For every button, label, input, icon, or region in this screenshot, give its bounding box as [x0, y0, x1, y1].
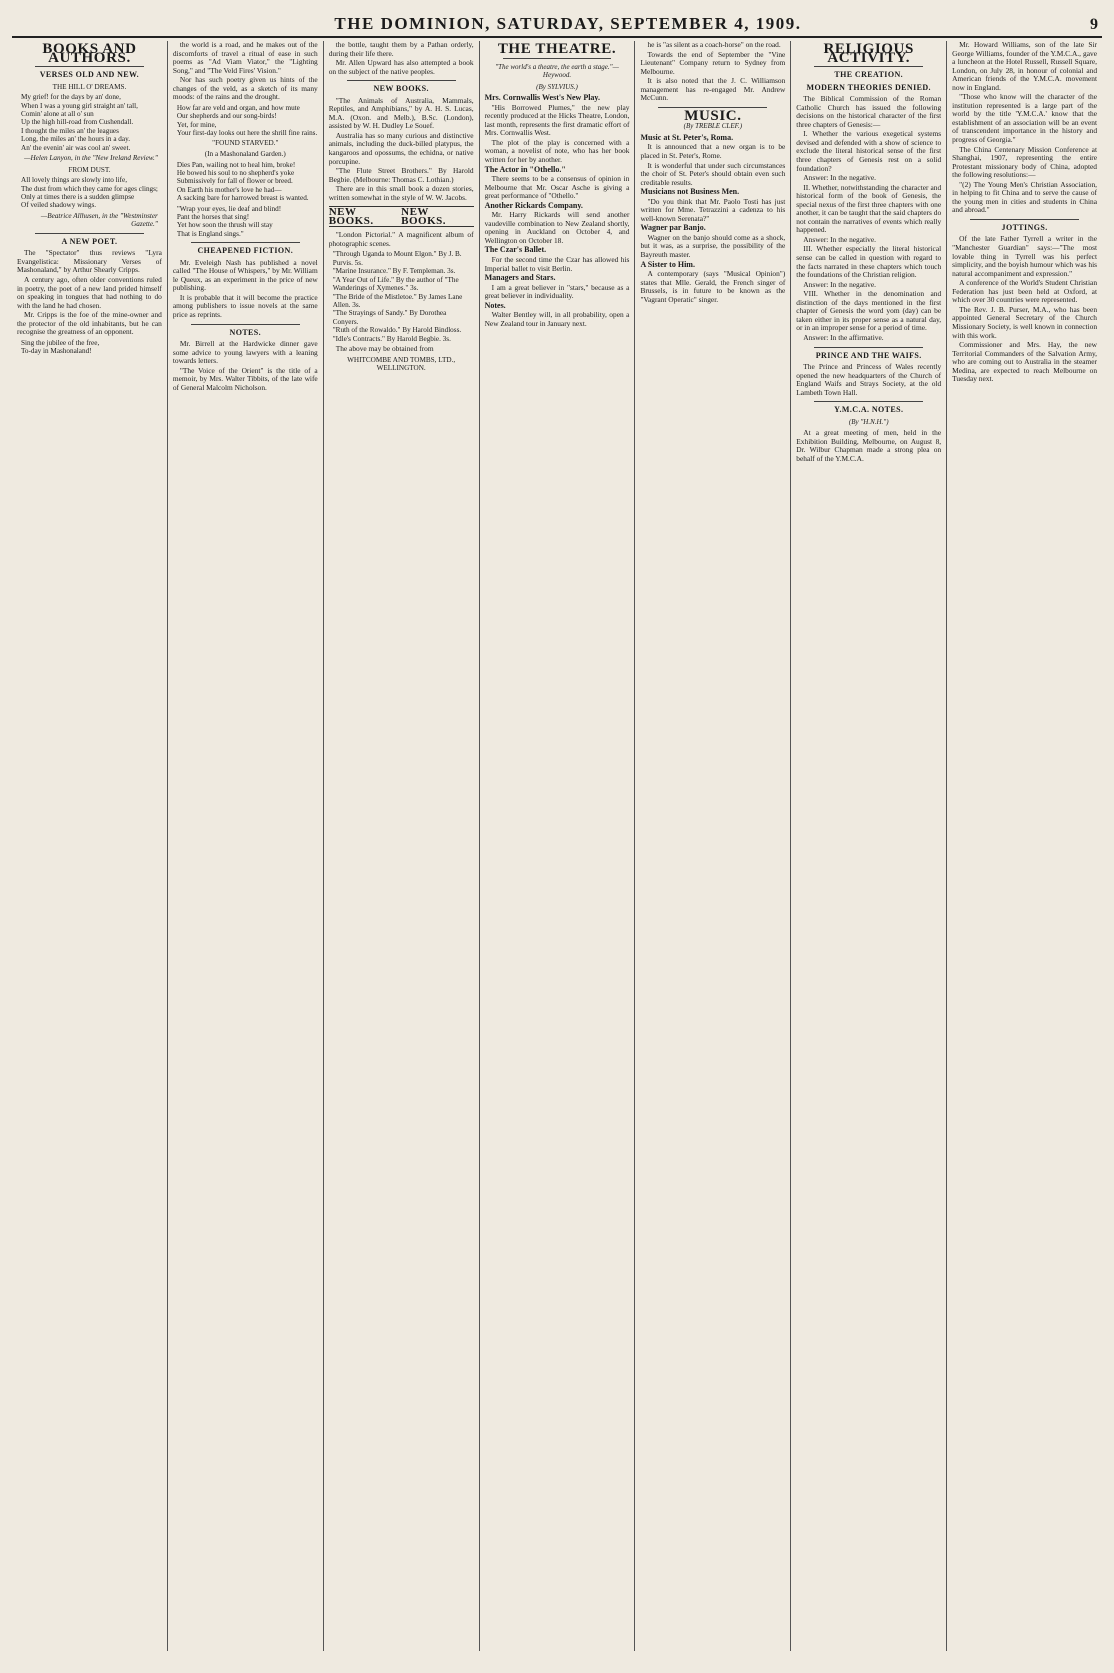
- paragraph: At a great meeting of men, held in the Exhibition Building, Melbourne, on August 8, Dr. Wilbur Chapman made a strong plea on behalf of the Y.M.C.A.: [796, 428, 942, 463]
- paragraph: I. Whether the various exegetical systems devised and defended with a show of science to exclude the literal historical sense of the first three chapters of Genesis rest on a solid foundation?: [796, 129, 942, 173]
- poem-title: THE HILL O' DREAMS.: [52, 82, 127, 91]
- answer: Answer: In the negative.: [803, 279, 876, 289]
- column-6: [791, 41, 947, 1651]
- poem-signature: —Helen Lanyon, in the "New Ireland Review.": [24, 154, 158, 163]
- paragraph: A century ago, often older conventions ruled in poetry, the poet of a new land prided himself on speaking in tongues that had nothing to do with the land he had chosen.: [17, 275, 162, 310]
- poem-text: My grief! for the days by an' done, When I was a young girl straight an' tall, Comin' alone at all o' sun Up the high hill-road from Cushendall. I thought the miles an' the leagues Long, the miles an' the hours in a day. An' the evenin' air was cool an' sweet.: [21, 93, 138, 152]
- paragraph: Mr. Cripps is the foe of the mine-owner and the protector of the old inhabitants, but he can recognise the greatness of an opponent.: [17, 310, 162, 337]
- column-3: [324, 41, 480, 1651]
- ymca-notes-subheading: Y.M.C.A. NOTES.: [834, 405, 904, 415]
- religious-activity-heading: RELIGIOUS ACTIVITY.: [823, 41, 914, 66]
- paragraph: For the second time the Czar has allowed his Imperial ballet to visit Berlin.: [484, 255, 630, 273]
- byline: (By SYLVIUS.): [536, 82, 578, 91]
- paragraph: The Biblical Commission of the Roman Catholic Church has issued the following decisions on the historical character of the first three chapters of Genesis:—: [796, 94, 942, 129]
- banner-label-right: NEW BOOKS.: [401, 206, 447, 227]
- poem-signature: —Beatrice Allhusen, in the "Westminster Gazette.": [40, 211, 158, 229]
- paragraph: "(2) The Young Men's Christian Association, in helping to fit China and to serve the cause of the young men in cities and students in China and abroad.": [952, 179, 1098, 215]
- music-heading: MUSIC.: [684, 107, 742, 124]
- paragraph: The China Centenary Mission Conference at Shanghai, 1907, representing the entire Protestant missionary body of China, adopted the following resolutions:—: [952, 144, 1098, 180]
- books-and-authors-heading: BOOKS AND AUTHORS.: [42, 41, 137, 66]
- poem-note: (In a Mashonaland Garden.): [204, 150, 286, 158]
- paragraph: The plot of the play is concerned with a woman, a novelist of note, who has her book written for her by another.: [484, 137, 630, 165]
- paragraph: III. Whether especially the literal historical sense can be called in question with regard to the facts narrated in these chapters which touch the foundations of the Christian religion.: [796, 244, 942, 280]
- section-subheading: The Czar's Ballet.: [484, 245, 547, 255]
- byline: (By "H.N.H."): [848, 417, 889, 426]
- poem-text: How far are veld and organ, and how mute Our shepherds and our song-birds! Yet, for mine, Your first-day looks out here the shrill fine rains.: [176, 103, 318, 138]
- paragraph: Mr. Eveleigh Nash has published a novel called "The House of Whispers," by Mr. William le Queux, as an experiment in the price of new publishing.: [172, 257, 318, 293]
- poem-title: FROM DUST.: [68, 165, 111, 174]
- page-number: 9: [1089, 16, 1098, 33]
- cheapened-fiction-subheading: CHEAPENED FICTION.: [197, 246, 294, 256]
- paragraph: the world is a road, and he makes out of the discomforts of travel a ritual of ease in such poems as "Ad Viam Viator," the "Lighting Song," and "The Veld Fires' Vision.": [172, 41, 318, 75]
- paragraph: Walter Bentley will, in all probability, open a New Zealand tour in January next.: [484, 310, 630, 328]
- paragraph: A contemporary (says "Musical Opinion") states that Mlle. Gerald, the French singer of Brussels, is in future to be known as the "Vagrant Operatic" singer.: [640, 269, 786, 304]
- creation-subheading: THE CREATION.: [834, 70, 904, 80]
- book-list: "Through Uganda to Mount Elgon." By J. B. Purvis. 5s. "Marine Insurance." By F. Templeman. 3s. "A Year Out of Life." By the author of "The Wanderings of Xymenes." 3s. "The Bride of the Mistletoe." By James Lane Allen. 3s. "The Strayings of Sandy." By Dorothea Conyers. "Ruth of the Rowaldo." By Harold Bindloss. "Idle's Contracts." By Harold Begbie. 3s.: [332, 250, 463, 343]
- section-subheading: Wagner par Banjo.: [640, 223, 706, 233]
- paragraph: There seems to be a consensus of opinion in Melbourne that Mr. Oscar Asche is giving a great performance of "Othello.": [484, 174, 630, 201]
- paragraph: Wagner on the banjo should come as a shock, but it was, as a surprise, the possibility of the Bayreuth master.: [640, 232, 786, 260]
- paragraph: The Prince and Princess of Wales recently opened the new headquarters of the Church of England Waifs and Strays Society, at the old Lambeth Town Hall.: [796, 362, 942, 397]
- masthead-title: THE DOMINION, SATURDAY, SEPTEMBER 4, 1909.: [334, 14, 802, 33]
- paragraph: Mr. Allen Upward has also attempted a book on the subject of the native peoples.: [328, 58, 474, 76]
- section-subheading: The Actor in "Othello.": [484, 164, 566, 174]
- paragraph: It is announced that a new organ is to be placed in St. Peter's, Rome.: [640, 142, 786, 161]
- paragraph: Commissioner and Mrs. Hay, the new Territorial Commanders of the Salvation Army, who are coming out to Australia in the steamer Medina, are expected to reach Melbourne on Tuesday next.: [952, 340, 1098, 384]
- paragraph: "The Voice of the Orient" is the title of a memoir, by Mrs. Walter Tibbits, of the late wife of General Malcolm Nicholson.: [172, 365, 318, 392]
- section-subheading: Mrs. Cornwallis West's New Play.: [484, 93, 600, 103]
- notes-subheading: NOTES.: [229, 327, 262, 337]
- poem-text: "Wrap your eyes, lie deaf and blind! Pant the horses that sing! Yet how soon the thrush will stay That is England sings.": [176, 204, 282, 238]
- paragraph: A conference of the World's Student Christian Federation has just been held at Oxford, at which over 30 countries were represented.: [952, 278, 1098, 305]
- new-books-subheading: NEW BOOKS.: [373, 84, 429, 94]
- section-subheading: Musicians not Business Men.: [640, 187, 740, 197]
- section-subheading: A Sister to Him.: [640, 259, 695, 269]
- paragraph: There are in this small book a dozen stories, written somewhat in the style of W. W. Jacobs.: [328, 184, 474, 202]
- column-4: [480, 41, 636, 1651]
- paragraph: It is wonderful that under such circumstances the choir of St. Peter's should obtain even such creditable results.: [640, 160, 786, 187]
- paragraph: he is "as silent as a coach-horse" on the road.: [647, 41, 781, 49]
- new-poet-subheading: A NEW POET.: [61, 236, 118, 246]
- masthead: [12, 6, 1102, 38]
- paragraph: Mr. Birrell at the Hardwicke dinner gave some advice to young lawyers with a leaning towards letters.: [172, 339, 318, 366]
- poem-title: "FOUND STARVED.": [212, 139, 279, 148]
- answer: Answer: In the negative.: [803, 173, 876, 183]
- paragraph: The above may be obtained from: [335, 343, 434, 353]
- paragraph: "The Animals of Australia, Mammals, Reptiles, and Amphibians," by A. H. S. Lucas, M.A. (Oxon. and Melb.), B.Sc. (London), assisted by W. H. Dudley Le Souef.: [328, 95, 474, 131]
- paragraph: Nor has such poetry given us hints of the changes of the veld, as a sketch of its many moods: of the rains and the drought.: [172, 75, 318, 102]
- jottings-subheading: JOTTINGS.: [1001, 222, 1048, 232]
- paragraph: Australia has so many curious and distinctive animals, including the duck-billed platypus, the kangaroos and opossums, the echidna, or native porcupine.: [328, 130, 474, 166]
- paragraph: The Rev. J. B. Purser, M.A., who has been appointed General Secretary of the Church Missionary Society, is well known in connection with this work.: [952, 304, 1098, 340]
- modern-theories-subheading: MODERN THEORIES DENIED.: [806, 82, 931, 92]
- paragraph: "Those who know will the character of the institution represented is a large part of the world by the title 'Y.M.C.A.' know that the establishment of an association will be an event of transcendent importance in the history and progress of Georgia.": [952, 92, 1098, 145]
- poem-text: Dies Pan, wailing not to heal him, broke! He bowed his soul to no shepherd's yoke Submissively for fall of flower or breed. On Earth his mother's love he had— A sacking bare for harrowed breast is wanted.: [176, 160, 309, 203]
- paragraph: "His Borrowed Plumes," the new play recently produced at the Hicks Theatre, London, last month, represents the first dramatic effort of Mrs. Cornwallis West.: [484, 102, 630, 138]
- answer: Answer: In the affirmative.: [803, 332, 884, 342]
- columns: [12, 41, 1102, 1651]
- section-subheading: Managers and Stars.: [484, 273, 556, 283]
- section-subheading: Music at St. Peter's, Roma.: [640, 132, 734, 142]
- paragraph: Towards the end of September the "Vine Lieutenant" Company return to Sydney from Melbourne.: [640, 49, 786, 76]
- column-7: [947, 41, 1102, 1651]
- paragraph: VIII. Whether in the denomination and distinction of the days mentioned in the first chapter of Genesis the word yom (day) can be taken either in its proper sense as a natural day, or in an improper sense for a period of time.: [796, 289, 942, 333]
- publisher-imprint: WHITCOMBE AND TOMBS, LTD., WELLINGTON.: [347, 355, 456, 373]
- verses-subheading: VERSES OLD AND NEW.: [39, 70, 140, 80]
- paragraph: The "Spectator" thus reviews "Lyra Evangelistica: Missionary Verses of Mashonaland," by Arthur Shearly Cripps.: [17, 248, 162, 275]
- paragraph: It is also noted that the J. C. Williamson management has re-engaged Mr. Andrew McCunn.: [640, 76, 786, 103]
- paragraph: "The Flute Street Brothers." By Harold Begbie. (Melbourne: Thomas C. Lothian.): [328, 166, 474, 184]
- paragraph: "Do you think that Mr. Paolo Tosti has just written for Mme. Tetrazzini a cadenza to his well-known Serenata?": [640, 196, 786, 223]
- paragraph: It is probable that it will become the practice among publishers to issue novels at the same price as reprints.: [172, 292, 318, 320]
- banner-label-left: NEW BOOKS.: [328, 206, 374, 227]
- column-1: [12, 41, 168, 1651]
- paragraph: "London Pictorial." A magnificent album of photographic scenes.: [328, 230, 474, 248]
- section-subheading: Notes.: [484, 300, 506, 310]
- paragraph: the bottle, taught them by a Pathan orderly, during their life there.: [328, 41, 474, 58]
- answer: Answer: In the negative.: [803, 234, 876, 244]
- poem-text: Sing the jubilee of the free, To-day in Mashonaland!: [21, 338, 100, 356]
- column-2: [168, 41, 324, 1651]
- byline: (By TREBLE CLEF.): [683, 122, 743, 131]
- paragraph: Of the late Father Tyrrell a writer in the "Manchester Guardian" says:—"The most lovable thing in Tyrrell was his perfect simplicity, and the boyish humour which was his natural accompaniment and expression.": [952, 234, 1098, 278]
- theatre-heading: THE THEATRE.: [497, 41, 617, 57]
- paragraph: Mr. Harry Rickards will send another vaudeville combination to New Zealand shortly, opening in Auckland on October 4, and Wellington on October 18.: [484, 210, 630, 245]
- paragraph: I am a great believer in "stars," because as a great believer in individuality.: [484, 282, 630, 301]
- column-5: [635, 41, 791, 1651]
- paragraph: II. Whether, notwithstanding the character and historical form of the book of Genesis, the special nexus of the first three chapters with one another, it can be taught that the said chapters do not contain the narratives of events which really happened.: [796, 182, 942, 235]
- prince-waifs-subheading: PRINCE AND THE WAIFS.: [815, 350, 922, 360]
- new-books-banner: [329, 206, 474, 227]
- section-subheading: Another Rickards Company.: [484, 200, 583, 210]
- paragraph: Mr. Howard Williams, son of the late Sir George Williams, founder of the Y.M.C.A., gave a luncheon at the Hotel Russell, Russell Square, London, on July 28, in honour of colonial and American friends of the Y.M.C.A. movement now in England.: [952, 41, 1098, 92]
- epigraph: "The world's a theatre, the earth a stage."—Heywood.: [495, 62, 619, 80]
- newspaper-page: [12, 6, 1102, 1661]
- poem-text: All lovely things are slowly into life, The dust from which they came for ages clings; Only at times there is a sudden glimpse Of veiled shadowy wings.: [21, 176, 158, 210]
